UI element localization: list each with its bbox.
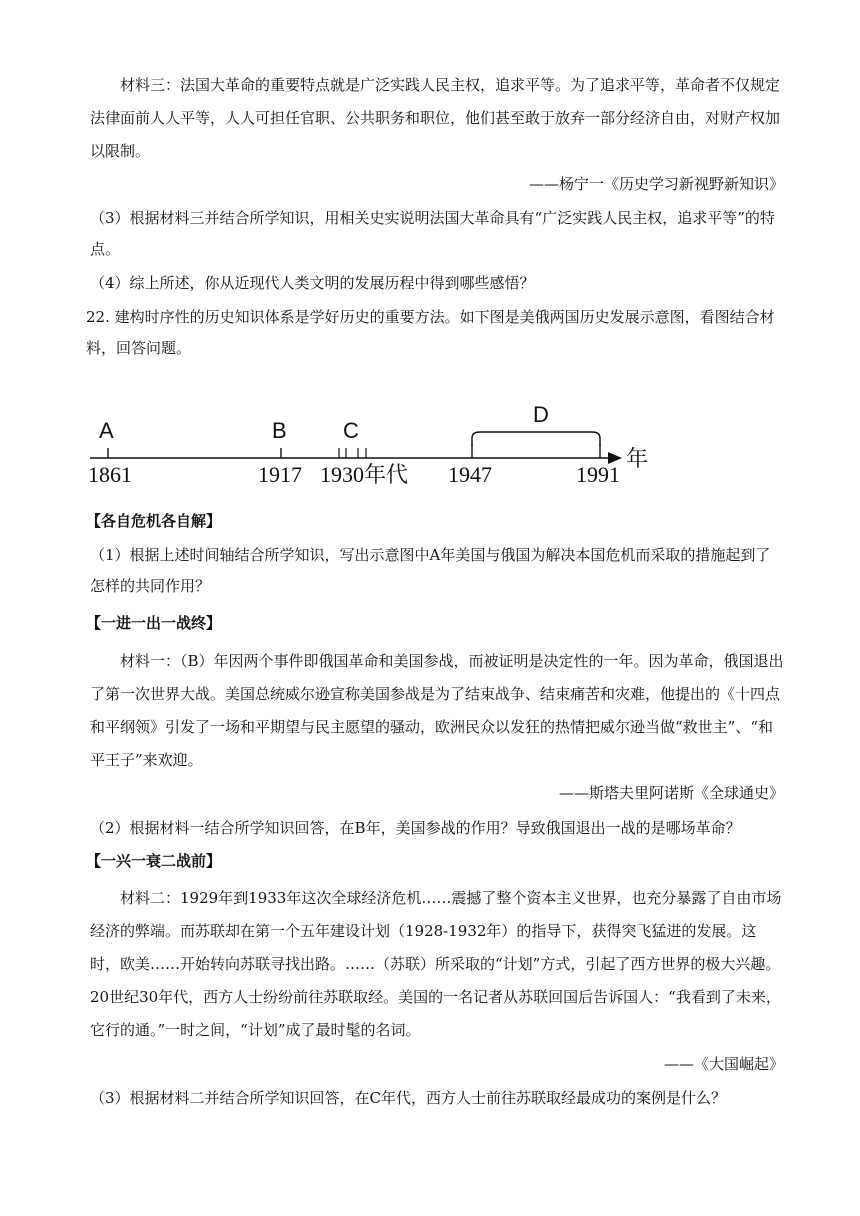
section-1-question-1: （1）根据上述时间轴结合所学知识，写出示意图中A年美国与俄国为解决本国危机而采取的措施起到了怎样的共同作用？ [90,546,771,595]
year-1930s: 1930年代 [320,462,409,487]
year-1947: 1947 [448,462,492,487]
label-b: B [272,418,287,443]
section-2-title: 【一进一出一战终】 [86,614,222,632]
question-22-intro: 22. 建构时序性的历史知识体系是学好历史的重要方法。如下图是美俄两国历史发展示意图，看图结合材料，回答问题。 [86,308,775,357]
material-3-text: 材料三：法国大革命的重要特点就是广泛实践人民主权，追求平等。为了追求平等，革命者不仅规定法律面前人人平等，人人可担任官职、公共职务和职位，他们甚至敢于放弃一部分经济自由，对财产权加以限制。 [90,76,781,160]
year-1991: 1991 [576,462,620,487]
timeline-diagram [80,392,680,492]
section-1-title: 【各自危机各自解】 [86,512,222,530]
label-a: A [99,418,114,443]
material-2-text: 材料二：1929年到1933年这次全球经济危机……震撼了整个资本主义世界，也充分暴露了自由市场经济的弊端。而苏联却在第一个五年建设计划（1928-1932年）的指导下，获得突飞猛进的发展。这时，欧美……开始转向苏联寻找出路。……（苏联）所采取的“计划”方式，引起了西方世界的极大兴趣。20世纪30年代，西方人士纷纷前往苏联取经。美国的一名记者从苏联回国后告诉国人：“我看到了未来，它行的通。”一时之间，“计划”成了最时髦的名词。 [90,889,782,1039]
material-2-source: ——《大国崛起》 [663,1055,784,1073]
axis-unit-year: 年 [626,446,649,471]
question-4: （4）综上所述，你从近现代人类文明的发展历程中得到哪些感悟？ [90,274,535,292]
section-3-question-3: （3）根据材料二并结合所学知识回答，在C年代，西方人士前往苏联取经最成功的案例是什么？ [90,1089,727,1107]
material-3-source: ——杨宁一《历史学习新视野新知识》 [528,175,784,193]
label-d: D [533,402,549,427]
timeline-svg [80,392,680,492]
section-2-question-2: （2）根据材料一结合所学知识回答，在B年，美国参战的作用？导致俄国退出一战的是哪场革命？ [90,819,741,837]
year-1861: 1861 [88,462,132,487]
year-1917: 1917 [258,462,302,487]
period-d-bracket [472,432,600,446]
material-1-text: 材料一：（B）年因两个事件即俄国革命和美国参战，而被证明是决定性的一年。因为革命，俄国退出了第一次世界大战。美国总统威尔逊宣称美国参战是为了结束战争、结束痛苦和灾难，他提出的《十四点和平纲领》引发了一场和平期望与民主愿望的骚动，欧洲民众以发狂的热情把威尔逊当做“救世主”、“和平王子”来欢迎。 [90,652,784,769]
section-3-title: 【一兴一衰二战前】 [86,852,222,870]
label-c: C [343,418,359,443]
question-3: （3）根据材料三并结合所学知识，用相关史实说明法国大革命具有“广泛实践人民主权，追求平等”的特点。 [90,209,775,258]
material-1-source: ——斯塔夫里阿诺斯《全球通史》 [558,784,784,802]
